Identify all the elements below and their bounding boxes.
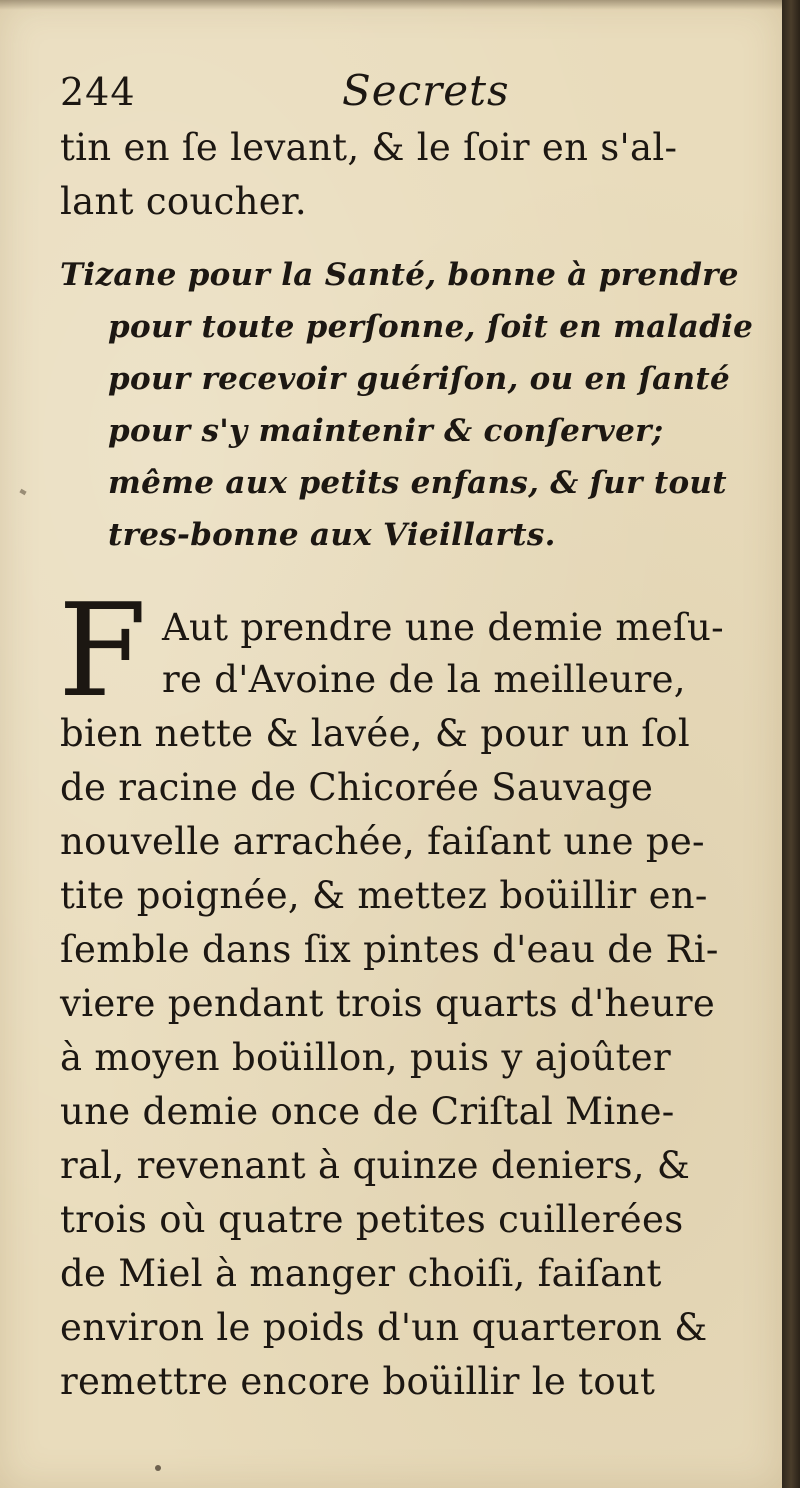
- recipe-heading-line: Tizane pour la Santé, bonne à prendre: [60, 257, 739, 293]
- body-line: une demie once de Criſtal Mine-: [60, 1090, 675, 1133]
- body-line: Aut prendre une demie meſu-: [162, 606, 724, 649]
- book-spine-edge: [782, 0, 800, 1488]
- paper-mark: [19, 489, 26, 495]
- body-line: remettre encore boüillir le tout: [60, 1360, 656, 1403]
- recipe-heading-line: pour toute perſonne, ſoit en maladie: [108, 309, 754, 345]
- body-line: ſemble dans ſix pintes d'eau de Ri-: [60, 928, 719, 971]
- body-line: de Miel à manger choiſi, faiſant: [60, 1252, 662, 1295]
- body-line: viere pendant trois quarts d'heure: [60, 982, 716, 1025]
- body-line: à moyen boüillon, puis y ajoûter: [60, 1036, 671, 1079]
- body-line: re d'Avoine de la meilleure,: [162, 658, 686, 701]
- continuation-line: lant coucher.: [60, 180, 307, 223]
- ink-speck: [155, 1465, 161, 1471]
- recipe-heading-line: même aux petits enfans, & ſur tout: [108, 465, 727, 501]
- running-head: Secrets: [342, 66, 510, 115]
- body-line: nouvelle arrachée, faiſant une pe-: [60, 820, 705, 863]
- body-line: ral, revenant à quinze deniers, &: [60, 1144, 691, 1187]
- continuation-line: tin en ſe levant, & le ſoir en s'al-: [60, 126, 678, 169]
- recipe-heading-line: pour recevoir guériſon, ou en ſanté: [108, 361, 731, 397]
- recipe-heading-line: pour s'y maintenir & conſerver;: [108, 413, 664, 449]
- page-number: 244: [60, 70, 136, 114]
- body-line: environ le poids d'un quarteron &: [60, 1306, 708, 1349]
- body-line: trois où quatre petites cuillerées: [60, 1198, 684, 1241]
- body-line: de racine de Chicorée Sauvage: [60, 766, 654, 809]
- page-top-shadow: [0, 0, 782, 10]
- drop-cap: F: [58, 577, 147, 726]
- body-line: tite poignée, & mettez boüillir en-: [60, 874, 708, 917]
- recipe-heading-line: tres-bonne aux Vieillarts.: [108, 517, 556, 553]
- page-header: [60, 66, 740, 116]
- body-line: bien nette & lavée, & pour un ſol: [60, 712, 690, 755]
